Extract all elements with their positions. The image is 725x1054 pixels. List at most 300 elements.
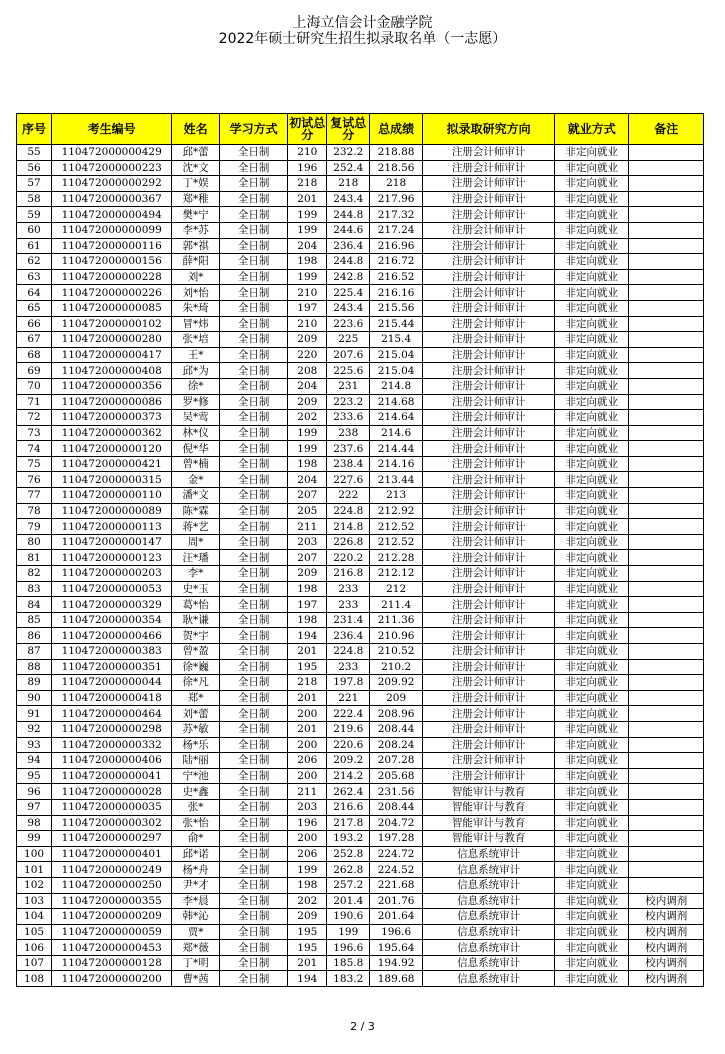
table-row — [17, 612, 704, 628]
cell-remarks — [629, 690, 704, 706]
cell-employment: 非定向就业 — [555, 534, 629, 550]
cell-prelim-score: 207 — [288, 488, 327, 504]
cell-employment: 非定向就业 — [555, 550, 629, 566]
cell-prelim-score: 202 — [288, 893, 327, 909]
cell-seq: 95 — [17, 768, 52, 784]
cell-retest-score: 216.8 — [327, 566, 370, 582]
cell-retest-score: 223.2 — [327, 394, 370, 410]
cell-study-mode: 全日制 — [220, 300, 288, 316]
cell-direction: 注册会计师审计 — [423, 628, 555, 644]
cell-seq: 78 — [17, 503, 52, 519]
cell-name: 徐*凡 — [172, 675, 220, 691]
cell-remarks: 校内调剂 — [629, 909, 704, 925]
cell-remarks — [629, 706, 704, 722]
cell-exam-id: 110472000000223 — [52, 160, 172, 176]
table-row — [17, 955, 704, 971]
cell-seq: 86 — [17, 628, 52, 644]
cell-seq: 72 — [17, 410, 52, 426]
cell-employment: 非定向就业 — [555, 160, 629, 176]
cell-direction: 注册会计师审计 — [423, 456, 555, 472]
cell-study-mode: 全日制 — [220, 831, 288, 847]
table-row — [17, 831, 704, 847]
cell-name: 樊*宁 — [172, 207, 220, 223]
cell-exam-id: 110472000000354 — [52, 612, 172, 628]
cell-exam-id: 110472000000453 — [52, 940, 172, 956]
cell-prelim-score: 218 — [288, 176, 327, 192]
cell-name: 李* — [172, 566, 220, 582]
cell-study-mode: 全日制 — [220, 566, 288, 582]
cell-employment: 非定向就业 — [555, 207, 629, 223]
cell-total-score: 197.28 — [370, 831, 423, 847]
cell-seq: 63 — [17, 269, 52, 285]
cell-total-score: 210.2 — [370, 659, 423, 675]
cell-prelim-score: 201 — [288, 191, 327, 207]
cell-prelim-score: 204 — [288, 472, 327, 488]
cell-remarks — [629, 550, 704, 566]
cell-exam-id: 110472000000228 — [52, 269, 172, 285]
cell-direction: 信息系统审计 — [423, 877, 555, 893]
table-row — [17, 644, 704, 660]
cell-seq: 60 — [17, 222, 52, 238]
cell-seq: 81 — [17, 550, 52, 566]
cell-total-score: 217.96 — [370, 191, 423, 207]
cell-retest-score: 220.2 — [327, 550, 370, 566]
cell-exam-id: 110472000000250 — [52, 877, 172, 893]
cell-remarks — [629, 784, 704, 800]
table-row — [17, 269, 704, 285]
cell-prelim-score: 199 — [288, 441, 327, 457]
cell-name: 张*培 — [172, 332, 220, 348]
cell-direction: 注册会计师审计 — [423, 160, 555, 176]
cell-prelim-score: 194 — [288, 971, 327, 987]
cell-exam-id: 110472000000035 — [52, 799, 172, 815]
cell-name: 倪*华 — [172, 441, 220, 457]
cell-retest-score: 225.4 — [327, 285, 370, 301]
cell-seq: 56 — [17, 160, 52, 176]
cell-seq: 62 — [17, 254, 52, 270]
cell-retest-score: 224.8 — [327, 644, 370, 660]
cell-name: 曾*盈 — [172, 644, 220, 660]
table-row — [17, 737, 704, 753]
cell-retest-score: 227.6 — [327, 472, 370, 488]
table-row — [17, 862, 704, 878]
cell-remarks — [629, 410, 704, 426]
cell-seq: 82 — [17, 566, 52, 582]
cell-prelim-score: 209 — [288, 909, 327, 925]
cell-name: 曹*茜 — [172, 971, 220, 987]
cell-total-score: 231.56 — [370, 784, 423, 800]
cell-seq: 108 — [17, 971, 52, 987]
cell-prelim-score: 199 — [288, 222, 327, 238]
cell-direction: 注册会计师审计 — [423, 222, 555, 238]
cell-exam-id: 110472000000383 — [52, 644, 172, 660]
cell-remarks — [629, 300, 704, 316]
cell-total-score: 218.56 — [370, 160, 423, 176]
cell-name: 陈*霖 — [172, 503, 220, 519]
cell-prelim-score: 199 — [288, 207, 327, 223]
cell-retest-score: 232.2 — [327, 145, 370, 161]
cell-employment: 非定向就业 — [555, 628, 629, 644]
table-row — [17, 534, 704, 550]
cell-prelim-score: 205 — [288, 503, 327, 519]
cell-direction: 注册会计师审计 — [423, 581, 555, 597]
cell-employment: 非定向就业 — [555, 503, 629, 519]
cell-study-mode: 全日制 — [220, 877, 288, 893]
cell-exam-id: 110472000000156 — [52, 254, 172, 270]
table-row — [17, 503, 704, 519]
cell-direction: 注册会计师审计 — [423, 441, 555, 457]
cell-total-score: 208.44 — [370, 721, 423, 737]
cell-retest-score: 262.4 — [327, 784, 370, 800]
cell-retest-score: 231.4 — [327, 612, 370, 628]
cell-prelim-score: 199 — [288, 269, 327, 285]
cell-employment: 非定向就业 — [555, 238, 629, 254]
cell-seq: 85 — [17, 612, 52, 628]
cell-retest-score: 233 — [327, 581, 370, 597]
cell-retest-score: 225.6 — [327, 363, 370, 379]
cell-name: 陆*丽 — [172, 753, 220, 769]
cell-remarks — [629, 581, 704, 597]
cell-exam-id: 110472000000113 — [52, 519, 172, 535]
cell-direction: 注册会计师审计 — [423, 347, 555, 363]
cell-remarks — [629, 191, 704, 207]
cell-study-mode: 全日制 — [220, 222, 288, 238]
cell-name: 沈*文 — [172, 160, 220, 176]
cell-employment: 非定向就业 — [555, 862, 629, 878]
cell-study-mode: 全日制 — [220, 659, 288, 675]
cell-exam-id: 110472000000102 — [52, 316, 172, 332]
cell-remarks — [629, 425, 704, 441]
cell-seq: 99 — [17, 831, 52, 847]
cell-seq: 65 — [17, 300, 52, 316]
cell-employment: 非定向就业 — [555, 955, 629, 971]
cell-prelim-score: 200 — [288, 768, 327, 784]
table-row — [17, 145, 704, 161]
cell-prelim-score: 196 — [288, 160, 327, 176]
cell-remarks — [629, 285, 704, 301]
cell-remarks: 校内调剂 — [629, 940, 704, 956]
cell-name: 潘*文 — [172, 488, 220, 504]
cell-name: 罗*修 — [172, 394, 220, 410]
cell-remarks — [629, 378, 704, 394]
col-header-total-score: 总成绩 — [370, 114, 423, 145]
cell-seq: 91 — [17, 706, 52, 722]
cell-direction: 注册会计师审计 — [423, 737, 555, 753]
cell-seq: 69 — [17, 363, 52, 379]
table-row — [17, 846, 704, 862]
cell-prelim-score: 200 — [288, 706, 327, 722]
cell-retest-score: 257.2 — [327, 877, 370, 893]
document-subtitle: 2022年硕士研究生招生拟录取名单（一志愿） — [218, 31, 507, 47]
cell-total-score: 212.52 — [370, 519, 423, 535]
cell-total-score: 208.96 — [370, 706, 423, 722]
cell-prelim-score: 195 — [288, 659, 327, 675]
cell-seq: 101 — [17, 862, 52, 878]
cell-total-score: 204.72 — [370, 815, 423, 831]
cell-seq: 97 — [17, 799, 52, 815]
cell-prelim-score: 209 — [288, 332, 327, 348]
cell-retest-score: 185.8 — [327, 955, 370, 971]
cell-employment: 非定向就业 — [555, 332, 629, 348]
cell-direction: 注册会计师审计 — [423, 285, 555, 301]
cell-prelim-score: 198 — [288, 581, 327, 597]
cell-seq: 75 — [17, 456, 52, 472]
cell-employment: 非定向就业 — [555, 940, 629, 956]
cell-name: 汪*璠 — [172, 550, 220, 566]
table-row — [17, 285, 704, 301]
cell-study-mode: 全日制 — [220, 721, 288, 737]
table-row — [17, 768, 704, 784]
cell-exam-id: 110472000000429 — [52, 145, 172, 161]
cell-exam-id: 110472000000351 — [52, 659, 172, 675]
cell-direction: 信息系统审计 — [423, 940, 555, 956]
cell-retest-score: 207.6 — [327, 347, 370, 363]
cell-exam-id: 110472000000147 — [52, 534, 172, 550]
cell-study-mode: 全日制 — [220, 145, 288, 161]
cell-remarks — [629, 831, 704, 847]
cell-retest-score: 196.6 — [327, 940, 370, 956]
cell-seq: 73 — [17, 425, 52, 441]
cell-seq: 66 — [17, 316, 52, 332]
cell-seq: 67 — [17, 332, 52, 348]
cell-prelim-score: 209 — [288, 394, 327, 410]
table-row — [17, 472, 704, 488]
cell-total-score: 224.72 — [370, 846, 423, 862]
cell-direction: 注册会计师审计 — [423, 394, 555, 410]
cell-retest-score: 217.8 — [327, 815, 370, 831]
cell-retest-score: 223.6 — [327, 316, 370, 332]
table-row — [17, 394, 704, 410]
cell-study-mode: 全日制 — [220, 846, 288, 862]
cell-remarks: 校内调剂 — [629, 955, 704, 971]
cell-employment: 非定向就业 — [555, 145, 629, 161]
cell-total-score: 214.8 — [370, 378, 423, 394]
cell-direction: 注册会计师审计 — [423, 690, 555, 706]
cell-remarks — [629, 659, 704, 675]
cell-study-mode: 全日制 — [220, 441, 288, 457]
cell-prelim-score: 210 — [288, 145, 327, 161]
table-row — [17, 332, 704, 348]
cell-employment: 非定向就业 — [555, 519, 629, 535]
cell-prelim-score: 204 — [288, 238, 327, 254]
cell-direction: 注册会计师审计 — [423, 332, 555, 348]
cell-direction: 信息系统审计 — [423, 846, 555, 862]
cell-employment: 非定向就业 — [555, 222, 629, 238]
cell-name: 曾*楠 — [172, 456, 220, 472]
cell-prelim-score: 199 — [288, 425, 327, 441]
table-row — [17, 753, 704, 769]
cell-employment: 非定向就业 — [555, 846, 629, 862]
cell-retest-score: 226.8 — [327, 534, 370, 550]
cell-exam-id: 110472000000085 — [52, 300, 172, 316]
col-header-employment: 就业方式 — [555, 114, 629, 145]
cell-remarks — [629, 394, 704, 410]
cell-retest-score: 231 — [327, 378, 370, 394]
cell-exam-id: 110472000000355 — [52, 893, 172, 909]
cell-study-mode: 全日制 — [220, 690, 288, 706]
col-header-remarks: 备注 — [629, 114, 704, 145]
cell-prelim-score: 208 — [288, 363, 327, 379]
cell-direction: 注册会计师审计 — [423, 207, 555, 223]
cell-direction: 信息系统审计 — [423, 924, 555, 940]
cell-seq: 92 — [17, 721, 52, 737]
cell-seq: 61 — [17, 238, 52, 254]
cell-study-mode: 全日制 — [220, 503, 288, 519]
table-row — [17, 721, 704, 737]
cell-retest-score: 216.6 — [327, 799, 370, 815]
cell-exam-id: 110472000000053 — [52, 581, 172, 597]
cell-remarks — [629, 145, 704, 161]
cell-exam-id: 110472000000120 — [52, 441, 172, 457]
cell-seq: 83 — [17, 581, 52, 597]
cell-exam-id: 110472000000302 — [52, 815, 172, 831]
cell-retest-score: 252.4 — [327, 160, 370, 176]
cell-total-score: 215.44 — [370, 316, 423, 332]
cell-name: 刘* — [172, 269, 220, 285]
cell-exam-id: 110472000000418 — [52, 690, 172, 706]
cell-direction: 注册会计师审计 — [423, 254, 555, 270]
cell-study-mode: 全日制 — [220, 612, 288, 628]
col-header-name: 姓名 — [172, 114, 220, 145]
cell-total-score: 215.4 — [370, 332, 423, 348]
cell-retest-score: 242.8 — [327, 269, 370, 285]
cell-name: 张*怡 — [172, 815, 220, 831]
admission-table — [16, 113, 704, 987]
cell-retest-score: 233.6 — [327, 410, 370, 426]
cell-total-score: 214.68 — [370, 394, 423, 410]
col-header-retest-score: 复试总分 — [327, 114, 370, 145]
cell-exam-id: 110472000000086 — [52, 394, 172, 410]
cell-name: 蒋*艺 — [172, 519, 220, 535]
cell-total-score: 215.04 — [370, 363, 423, 379]
cell-employment: 非定向就业 — [555, 176, 629, 192]
cell-prelim-score: 200 — [288, 737, 327, 753]
cell-employment: 非定向就业 — [555, 909, 629, 925]
cell-total-score: 217.24 — [370, 222, 423, 238]
cell-prelim-score: 199 — [288, 862, 327, 878]
cell-study-mode: 全日制 — [220, 909, 288, 925]
cell-total-score: 208.24 — [370, 737, 423, 753]
cell-remarks — [629, 815, 704, 831]
cell-prelim-score: 201 — [288, 644, 327, 660]
cell-total-score: 213.44 — [370, 472, 423, 488]
cell-name: 李*苏 — [172, 222, 220, 238]
cell-exam-id: 110472000000110 — [52, 488, 172, 504]
cell-retest-score: 209.2 — [327, 753, 370, 769]
cell-total-score: 216.96 — [370, 238, 423, 254]
cell-exam-id: 110472000000332 — [52, 737, 172, 753]
cell-exam-id: 110472000000123 — [52, 550, 172, 566]
cell-prelim-score: 201 — [288, 721, 327, 737]
cell-exam-id: 110472000000099 — [52, 222, 172, 238]
cell-retest-score: 201.4 — [327, 893, 370, 909]
cell-direction: 注册会计师审计 — [423, 753, 555, 769]
cell-exam-id: 110472000000226 — [52, 285, 172, 301]
cell-prelim-score: 194 — [288, 628, 327, 644]
cell-direction: 注册会计师审计 — [423, 612, 555, 628]
cell-remarks — [629, 332, 704, 348]
cell-total-score: 189.68 — [370, 971, 423, 987]
cell-name: 尹*才 — [172, 877, 220, 893]
cell-exam-id: 110472000000209 — [52, 909, 172, 925]
cell-employment: 非定向就业 — [555, 815, 629, 831]
table-row — [17, 347, 704, 363]
cell-retest-score: 233 — [327, 597, 370, 613]
cell-study-mode: 全日制 — [220, 737, 288, 753]
cell-employment: 非定向就业 — [555, 784, 629, 800]
cell-direction: 注册会计师审计 — [423, 550, 555, 566]
cell-employment: 非定向就业 — [555, 425, 629, 441]
cell-remarks — [629, 862, 704, 878]
cell-employment: 非定向就业 — [555, 659, 629, 675]
cell-prelim-score: 211 — [288, 784, 327, 800]
cell-exam-id: 110472000000059 — [52, 924, 172, 940]
cell-employment: 非定向就业 — [555, 721, 629, 737]
cell-study-mode: 全日制 — [220, 363, 288, 379]
cell-name: 宁*池 — [172, 768, 220, 784]
cell-direction: 注册会计师审计 — [423, 472, 555, 488]
cell-study-mode: 全日制 — [220, 160, 288, 176]
cell-name: 苏*敏 — [172, 721, 220, 737]
cell-total-score: 216.72 — [370, 254, 423, 270]
table-row — [17, 971, 704, 987]
cell-exam-id: 110472000000116 — [52, 238, 172, 254]
table-row — [17, 222, 704, 238]
cell-direction: 注册会计师审计 — [423, 721, 555, 737]
cell-remarks — [629, 721, 704, 737]
cell-employment: 非定向就业 — [555, 706, 629, 722]
cell-direction: 信息系统审计 — [423, 955, 555, 971]
cell-prelim-score: 211 — [288, 519, 327, 535]
cell-direction: 注册会计师审计 — [423, 269, 555, 285]
cell-seq: 77 — [17, 488, 52, 504]
cell-total-score: 213 — [370, 488, 423, 504]
cell-employment: 非定向就业 — [555, 191, 629, 207]
cell-name: 周* — [172, 534, 220, 550]
cell-total-score: 209 — [370, 690, 423, 706]
cell-study-mode: 全日制 — [220, 207, 288, 223]
table-row — [17, 488, 704, 504]
cell-exam-id: 110472000000028 — [52, 784, 172, 800]
cell-prelim-score: 195 — [288, 924, 327, 940]
cell-exam-id: 110472000000203 — [52, 566, 172, 582]
table-row — [17, 893, 704, 909]
cell-direction: 注册会计师审计 — [423, 316, 555, 332]
cell-seq: 58 — [17, 191, 52, 207]
cell-employment: 非定向就业 — [555, 690, 629, 706]
cell-study-mode: 全日制 — [220, 347, 288, 363]
cell-exam-id: 110472000000494 — [52, 207, 172, 223]
cell-name: 邱*为 — [172, 363, 220, 379]
cell-total-score: 210.96 — [370, 628, 423, 644]
cell-direction: 注册会计师审计 — [423, 597, 555, 613]
cell-seq: 89 — [17, 675, 52, 691]
table-row — [17, 597, 704, 613]
cell-remarks — [629, 628, 704, 644]
cell-study-mode: 全日制 — [220, 581, 288, 597]
cell-prelim-score: 206 — [288, 846, 327, 862]
cell-total-score: 218 — [370, 176, 423, 192]
cell-retest-score: 243.4 — [327, 191, 370, 207]
cell-exam-id: 110472000000089 — [52, 503, 172, 519]
cell-study-mode: 全日制 — [220, 628, 288, 644]
cell-remarks — [629, 347, 704, 363]
cell-name: 贺*宇 — [172, 628, 220, 644]
cell-study-mode: 全日制 — [220, 706, 288, 722]
cell-name: 杨*乐 — [172, 737, 220, 753]
cell-prelim-score: 200 — [288, 831, 327, 847]
cell-exam-id: 110472000000280 — [52, 332, 172, 348]
